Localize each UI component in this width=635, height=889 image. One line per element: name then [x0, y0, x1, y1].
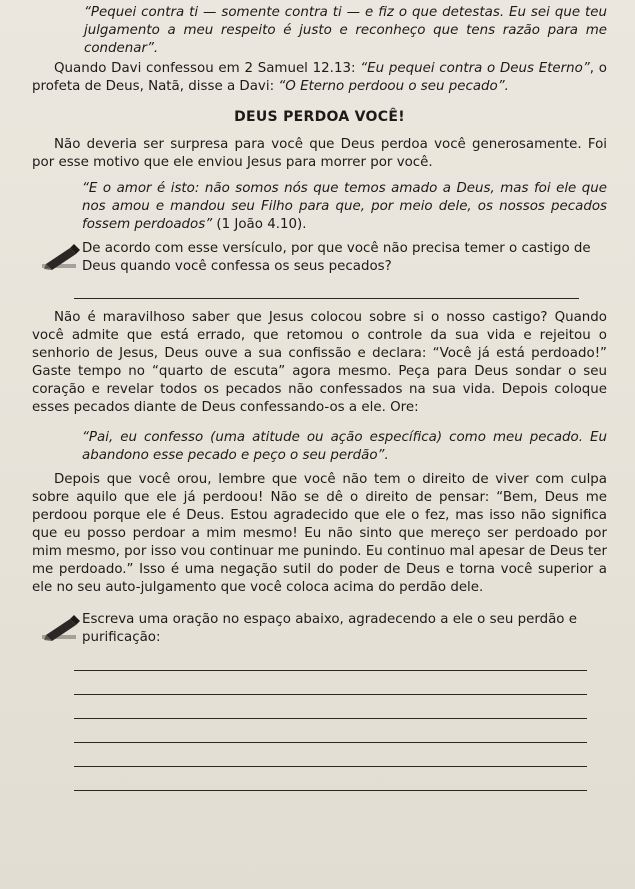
answer-line-3[interactable] — [74, 671, 587, 695]
answer-line-7[interactable] — [74, 767, 587, 791]
section-title: DEUS PERDOA VOCÊ! — [234, 109, 405, 125]
answer-line-4[interactable] — [74, 695, 587, 719]
samuel-middle: , o profeta de Deus, Natã, disse a Davi: — [32, 61, 607, 94]
question-2 — [32, 611, 607, 647]
question-1 — [32, 240, 607, 276]
john-quote-reference: (1 João 4.10). — [212, 217, 307, 232]
john-quote — [82, 180, 607, 234]
paragraph-wonderful: Não é maravilhoso saber que Jesus colocou sobre si o nosso castigo? Quando você admite que está errado, que retomou o controle da sua vida e rejeitou o senhorio de Jesus, Deus ouve a sua confissão e declara: “Você já está perdoado!” Gaste tempo no “quarto de escuta” agora mesmo. Peça para Deus sondar o seu coração e revelar todos os pecados não confessados na sua vida. Depois coloque esses pecados diante de Deus confessando-os a ele. Ore: — [32, 310, 607, 415]
question-1-text: De acordo com esse versículo, por que você não precisa temer o castigo de Deus quando você confessa os seus pecados? — [82, 241, 591, 274]
pencil-icon — [42, 240, 82, 276]
paragraph-surprise: Não deveria ser surpresa para você que Deus perdoa você generosamente. Foi por esse motivo que ele enviou Jesus para morrer por você. — [32, 137, 607, 170]
answer-line-1[interactable] — [74, 276, 579, 299]
prayer: “Pai, eu confesso (uma atitude ou ação específica) como meu pecado. Eu abandono esse pecado e peço o seu perdão”. — [82, 430, 607, 463]
opening-quote: “Pequei contra ti — somente contra ti — e fiz o que detestas. Eu sei que teu julgamento a meu respeito é justo e reconheço que tens razão para me condenar”. — [84, 5, 607, 56]
paragraph-after-prayer: Depois que você orou, lembre que você não tem o direito de viver com culpa sobre aquilo que ele já perdoou! Não se dê o direito de pensar: “Bem, Deus me perdoou porque ele é Deus. Estou agradecido que ele o fez, mas isso não significa que eu posso perdoar a mim mesmo! Eu não sinto que mereço ser perdoado por mim mesmo, por isso vou continuar me punindo. Eu continuo mal apesar de Deus ter me perdoado.” Isso é uma negação sutil do poder de Deus e torna você superior a ele no seu auto-julgamento que você coloca acima do perdão dele. — [32, 472, 607, 595]
paragraph-samuel — [32, 60, 607, 96]
answer-line-6[interactable] — [74, 743, 587, 767]
answer-line-2[interactable] — [74, 647, 587, 671]
samuel-quote-davi: “Eu pequei contra o Deus Eterno” — [360, 61, 590, 76]
question-2-text: Escreva uma oração no espaço abaixo, agradecendo a ele o seu perdão e purificação: — [82, 612, 577, 645]
samuel-quote-nata: “O Eterno perdoou o seu pecado”. — [278, 79, 509, 94]
john-quote-text: “E o amor é isto: não somos nós que temos amado a Deus, mas foi ele que nos amou e mandou seu Filho para que, por meio dele, os nossos pecados fossem perdoados” — [82, 181, 607, 232]
samuel-lead: Quando Davi confessou em 2 Samuel 12.13: — [54, 61, 361, 76]
pencil-icon — [42, 611, 82, 647]
answer-line-5[interactable] — [74, 719, 587, 743]
